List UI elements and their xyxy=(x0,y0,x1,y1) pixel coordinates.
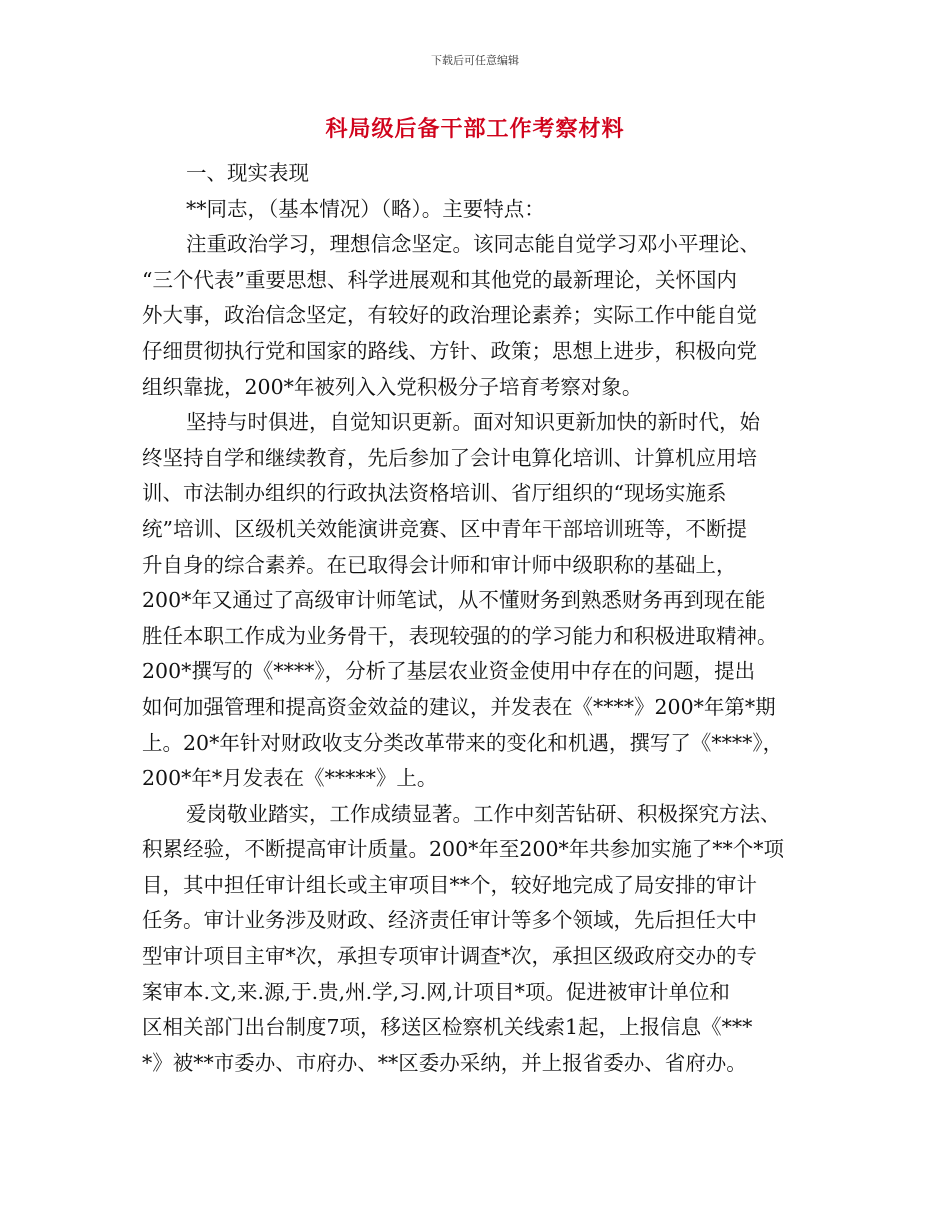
text-line: *》被**市委办、市府办、**区委办采纳，并上报省委办、省府办。 xyxy=(142,1050,747,1075)
document-title: 科局级后备干部工作考察材料 xyxy=(325,117,625,142)
text-line: 200*年*月发表在《*****》上。 xyxy=(142,766,438,791)
text-line: 案审本.文,来.源,于.贵,州.学,习.网,计项目*项。促进被审计单位和 xyxy=(142,979,730,1004)
document-body xyxy=(142,156,808,1081)
text-line: 200*撰写的《****》，分析了基层农业资金使用中存在的问题，提出 xyxy=(142,659,756,684)
text-line: 型审计项目主审*次，承担专项审计调查*次，承担区级政府交办的专 xyxy=(142,944,757,969)
text-line: 外大事，政治信念坚定，有较好的政治理论素养；实际工作中能自觉 xyxy=(142,303,757,328)
text-line: 升自身的综合素养。在已取得会计师和审计师中级职称的基础上， xyxy=(142,552,737,577)
section-heading: 一、现实表现 xyxy=(186,161,309,185)
text-line: **同志，（基本情况）（略）。主要特点： xyxy=(186,196,545,221)
text-line: 组织靠拢，200*年被列入入党积极分子培育考察对象。 xyxy=(142,374,643,399)
text-line: 统”培训、区级机关效能演讲竞赛、区中青年干部培训班等，不断提 xyxy=(142,516,747,541)
text-line: 区相关部门出台制度7项，移送区检察机关线索1起，上报信息《*** xyxy=(142,1015,753,1040)
text-line: 如何加强管理和提高资金效益的建议，并发表在《****》200*年第*期 xyxy=(142,694,776,719)
text-line: 胜任本职工作成为业务骨干，表现较强的的学习能力和积极进取精神。 xyxy=(142,623,778,648)
text-line: 任务。审计业务涉及财政、经济责任审计等多个领域，先后担任大中 xyxy=(142,908,757,933)
text-line: 爱岗敬业踏实，工作成绩显著。工作中刻苦钻研、积极探究方法、 xyxy=(186,801,781,826)
page-header-note: 下载后可任意编辑 xyxy=(431,54,519,67)
text-line: 积累经验，不断提高审计质量。200*年至200*年共参加实施了**个*项 xyxy=(142,837,785,862)
text-line: 目，其中担任审计组长或主审项目**个，较好地完成了局安排的审计 xyxy=(142,872,757,897)
text-line: 终坚持自学和继续教育，先后参加了会计电算化培训、计算机应用培 xyxy=(142,445,757,470)
text-line: 训、市法制办组织的行政执法资格培训、省厅组织的“现场实施系 xyxy=(142,481,727,506)
text-line: 注重政治学习，理想信念坚定。该同志能自觉学习邓小平理论、 xyxy=(186,232,760,257)
text-line: 200*年又通过了高级审计师笔试，从不懂财务到熟悉财务再到现在能 xyxy=(142,588,766,613)
text-line: “三个代表”重要思想、科学进展观和其他党的最新理论，关怀国内 xyxy=(142,267,737,292)
text-line: 仔细贯彻执行党和国家的路线、方针、政策；思想上进步，积极向党 xyxy=(142,338,757,363)
text-line: 坚持与时俱进，自觉知识更新。面对知识更新加快的新时代，始 xyxy=(186,410,760,435)
paragraph-lines xyxy=(142,192,808,1082)
text-line: 上。20*年针对财政收支分类改革带来的变化和机遇，撰写了《****》， xyxy=(142,730,784,755)
